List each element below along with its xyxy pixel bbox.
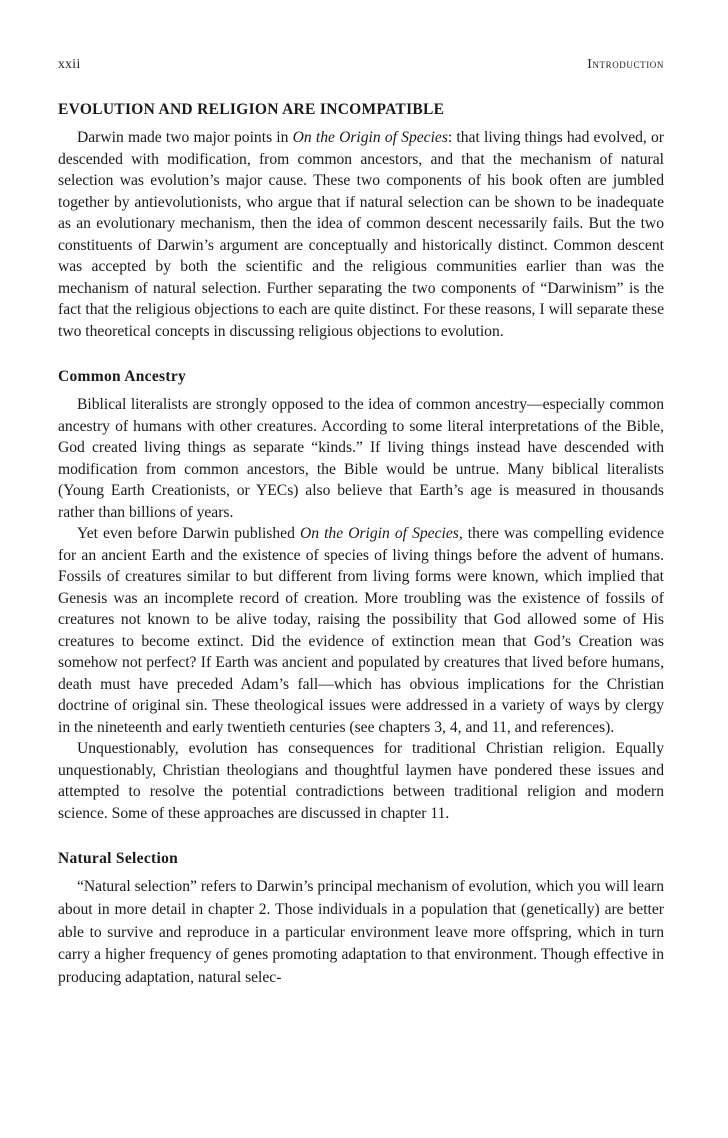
paragraph	[58, 523, 664, 738]
paragraph	[58, 127, 664, 342]
running-head-section: Introduction	[587, 56, 664, 71]
book-title: On the Origin of Species	[299, 525, 459, 542]
subsection-natural-selection	[58, 848, 664, 990]
paragraph: Unquestionably, evolution has consequences for traditional Christian religion. Equally unquestionably, Christian theologians and thoughtful laymen have pondered these issues and attempted to resolve the potential contradictions between traditional religion and modern science. Some of these approaches are discussed in chapter 11.	[58, 740, 664, 822]
section-title: EVOLUTION AND RELIGION ARE INCOMPATIBLE	[58, 101, 445, 118]
text-run: : that living things had evolved, or descended with modification, from common ancestors, and that the mechanism of natural selection was evolution’s major cause. These two components of his book often are jumbled together by antievolutionists, who argue that if natural selection can be shown to be inadequate as an evolutionary mechanism, then the idea of common descent necessarily fails. But the two constituents of Darwin’s argument are conceptually and historically distinct. Common descent was accepted by both the scientific and the religious communities earlier than was the mechanism of natural selection. Further separating the two components of “Darwinism” is the fact that the religious objections to each are quite distinct. For these reasons, I will separate these two theoretical concepts in discussing religious objections to evolution.	[58, 129, 664, 340]
paragraph: “Natural selection” refers to Darwin’s principal mechanism of evolution, which you will learn about in more detail in chapter 2. Those individuals in a population that (genetically) are better able to survive and reproduce in a particular environment leave more offspring, which in turn carry a higher frequency of genes promoting adaptation to that environment. Though effective in producing adaptation, natural selec-	[58, 878, 664, 987]
page-number: xxii	[58, 56, 81, 71]
subsection-common-ancestry	[58, 366, 664, 824]
subsection-heading: Natural Selection	[58, 850, 179, 867]
text-run: Yet even before Darwin published	[77, 525, 300, 542]
text-run: Darwin made two major points in	[77, 129, 293, 146]
running-head	[58, 56, 664, 80]
book-page	[58, 56, 664, 990]
book-title: On the Origin of Species	[292, 129, 448, 146]
paragraph: Biblical literalists are strongly opposed to the idea of common ancestry—especially common ancestry of humans with other creatures. According to some literal interpretations of the Bible, God created living things as separate “kinds.” If living things instead have descended with modification from common ancestors, the Bible would be untrue. Many biblical literalists (Young Earth Creationists, or YECs) also believe that Earth’s age is measured in thousands rather than billions of years.	[58, 396, 664, 521]
subsection-heading: Common Ancestry	[58, 368, 187, 385]
section-evolution-religion	[58, 99, 664, 342]
text-run: , there was compelling evidence for an ancient Earth and the existence of species of living things before the advent of humans. Fossils of creatures similar to but different from living forms were known, which implied that Genesis was an incomplete record of creation. More troubling was the existence of fossils of creatures not known to be alive today, raising the possibility that God allowed some of His creatures to become extinct. Did the evidence of extinction mean that God’s Creation was somehow not perfect? If Earth was ancient and populated by creatures that lived before humans, death must have preceded Adam’s fall—which has obvious implications for the Christian doctrine of original sin. These theological issues were addressed in a variety of ways by clergy in the nineteenth and early twentieth centuries (see chapters 3, 4, and 11, and references).	[58, 525, 664, 736]
